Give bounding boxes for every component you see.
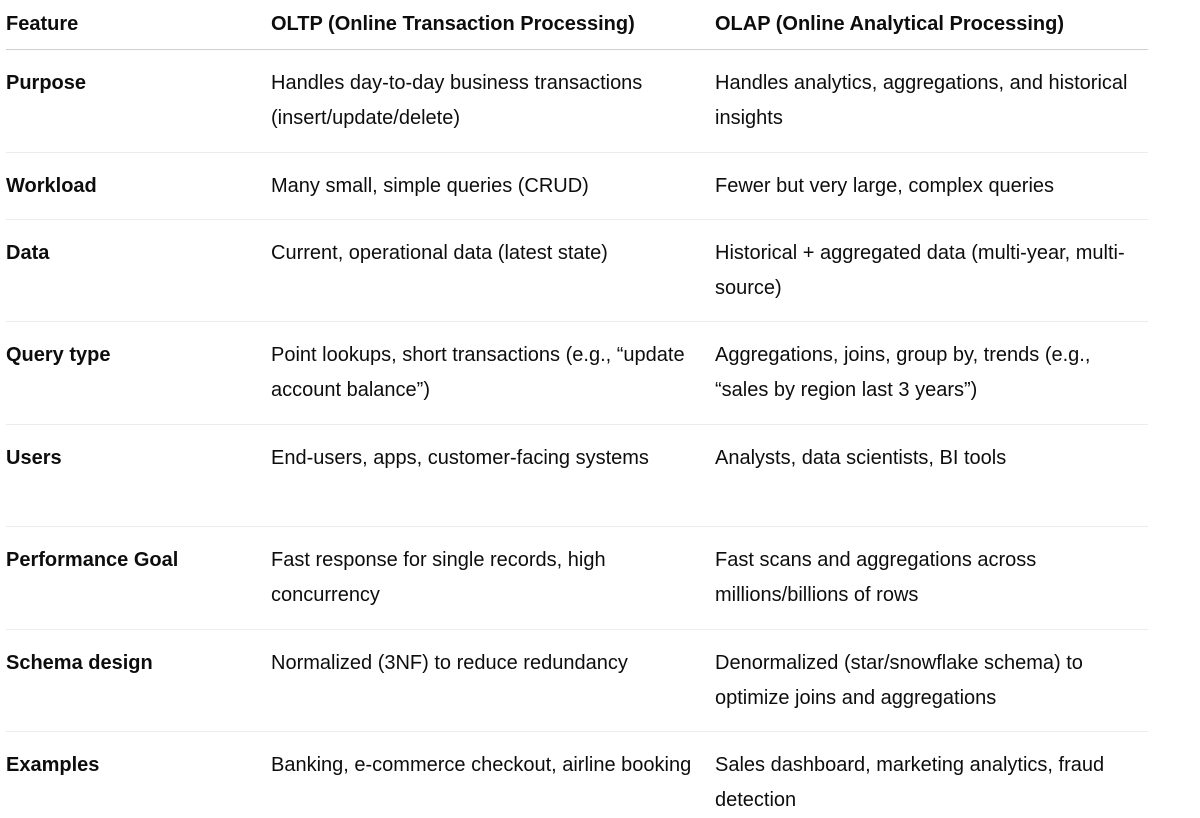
row-feature: Schema design [6,652,153,674]
row-olap: Fewer but very large, complex queries [715,175,1055,197]
column-header-olap: OLAP (Online Analytical Processing) [715,13,1064,35]
row-feature: Query type [6,344,111,366]
column-header-feature: Feature [6,13,79,35]
row-olap: Historical + aggregated data (multi-year, multi-source) [715,242,1125,299]
row-feature: Purpose [6,72,87,94]
table-row [6,153,1148,220]
row-oltp: Many small, simple queries (CRUD) [271,175,589,197]
column-header-oltp: OLTP (Online Transaction Processing) [271,13,635,35]
row-olap: Sales dashboard, marketing analytics, fraud detection [715,754,1105,811]
row-oltp: Current, operational data (latest state) [271,242,608,264]
row-olap: Analysts, data scientists, BI tools [715,447,1007,469]
row-feature: Users [6,447,62,469]
table-row [6,425,1148,527]
table-row [6,630,1148,732]
row-oltp: End-users, apps, customer-facing systems [271,447,649,469]
table-row [6,527,1148,630]
row-olap: Handles analytics, aggregations, and historical insights [715,72,1128,129]
row-feature: Workload [6,175,97,197]
table-row [6,732,1148,816]
row-oltp: Banking, e-commerce checkout, airline booking [271,754,692,776]
row-oltp: Fast response for single records, high concurrency [271,549,606,606]
row-feature: Data [6,242,50,264]
table-row [6,50,1148,153]
row-feature: Performance Goal [6,549,179,571]
row-olap: Fast scans and aggregations across millions/billions of rows [715,549,1037,606]
row-oltp: Handles day-to-day business transactions (insert/update/delete) [271,72,643,129]
table-row [6,220,1148,322]
row-feature: Examples [6,754,100,776]
row-olap: Aggregations, joins, group by, trends (e.g., “sales by region last 3 years”) [715,344,1091,401]
table-row [6,322,1148,425]
row-oltp: Point lookups, short transactions (e.g., “update account balance”) [271,344,685,401]
row-oltp: Normalized (3NF) to reduce redundancy [271,652,628,674]
comparison-table [6,0,1148,816]
table-header-row [6,0,1148,50]
row-olap: Denormalized (star/snowflake schema) to optimize joins and aggregations [715,652,1083,709]
